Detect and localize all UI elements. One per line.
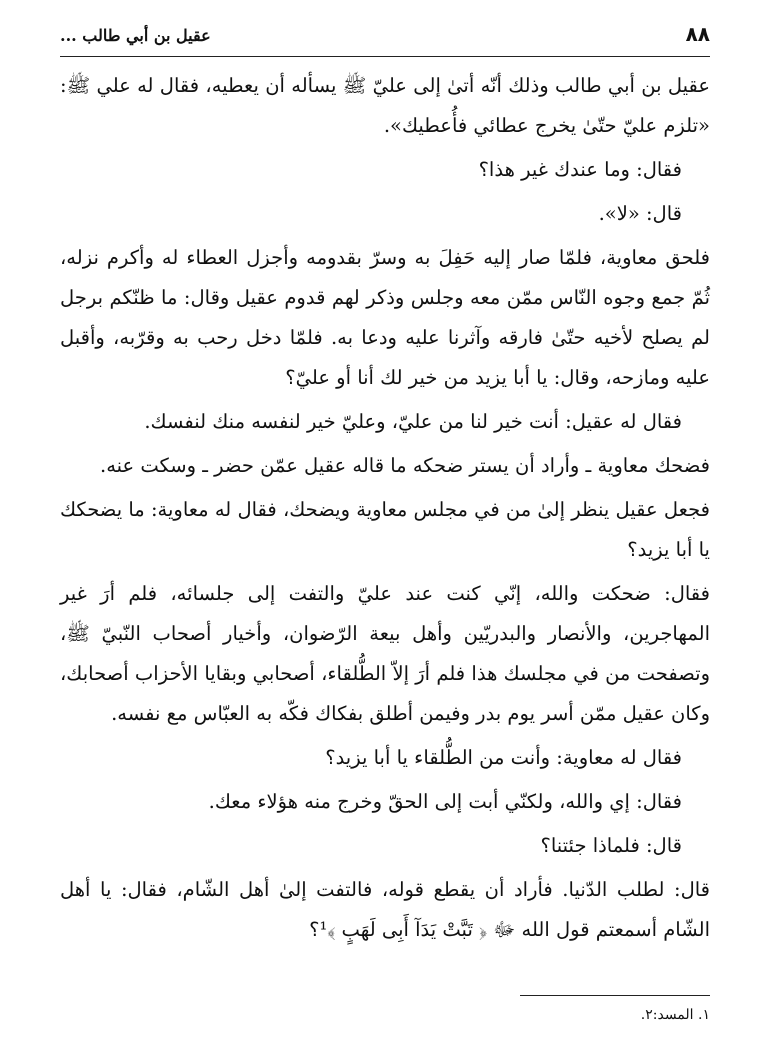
paragraph-10: فقال: إي والله، ولكنّي أبت إلى الحقّ وخرج منه هؤلاء معك. (208, 790, 682, 813)
body-text (60, 66, 710, 954)
paragraph-8: فقال: ضحكت والله، إنّي كنت عند عليّ والتفت إلى جلسائه، فلم أرَ غير المهاجرين، والأنصار والبدريّين وأهل بيعة الرّضوان، وأخيار أصحاب النّبيّ ﷺ، وتصفحت من في مجلسك هذا فلم أرَ إلاّ الطُّلقاء، أصحابي وبقايا الأحزاب أصحابك، وكان عقيل ممّن أسر يوم بدر وفيمن أطلق بفكاك فكّه به العبّاس مع نفسه. (60, 582, 710, 725)
paragraph-5: فقال له عقيل: أنت خير لنا من عليّ، وعليّ خير لنفسه منك لنفسك. (144, 410, 682, 433)
paragraph-3: قال: «لا». (598, 202, 682, 225)
page-number: ٨٨ (685, 22, 710, 46)
running-header (60, 22, 710, 52)
paragraph-4: فلحق معاوية، فلمّا صار إليه حَفِلَ به وسرّ بقدومه وأجزل العطاء له وأكرم نزله، ثُمّ جمع وجوه النّاس ممّن معه وجلس وذكر لهم قدوم عقيل وقال: ما ظنّكم برجل لم يصلح لأخيه حتّىٰ فارقه وآثرنا عليه ودعا به. فلمّا دخل رحب به وقرّبه، وأقبل عليه ومازحه، وقال: يا أبا يزيد من خير لك أنا أو عليّ؟ (60, 246, 710, 389)
running-title: عقيل بن أبي طالب ... (60, 26, 211, 45)
paragraph-2: فقال: وما عندك غير هذا؟ (478, 158, 682, 181)
footnote-rule (520, 995, 710, 996)
header-rule (60, 56, 710, 57)
paragraph-1: عقيل بن أبي طالب وذلك أنّه أتىٰ إلى عليّ ﷺ يسأله أن يعطيه، فقال له علي ﷺ: «تلزم عليّ حتّىٰ يخرج عطائي فأُعطيك». (60, 74, 710, 137)
footnote: ١. المسد:٢. (640, 1007, 710, 1023)
paragraph-7: فجعل عقيل ينظر إلىٰ من في مجلس معاوية ويضحك، فقال له معاوية: ما يضحكك يا أبا يزيد؟ (60, 498, 710, 561)
paragraph-6: فضحك معاوية ـ وأراد أن يستر ضحكه ما قاله عقيل عمّن حضر ـ وسكت عنه. (100, 454, 710, 477)
paragraph-11: قال: فلماذا جئتنا؟ (540, 834, 682, 857)
paragraph-12: قال: لطلب الدّنيا. فأراد أن يقطع قوله، فالتفت إلىٰ أهل الشّام، فقال: يا أهل الشّام أسمعتم قول الله ﷻ ﴿ تَبَّتْ يَدَآ أَبِى لَهَبٍ ﴾¹؟ (60, 878, 710, 941)
paragraph-9: فقال له معاوية: وأنت من الطُّلقاء يا أبا يزيد؟ (325, 746, 682, 769)
